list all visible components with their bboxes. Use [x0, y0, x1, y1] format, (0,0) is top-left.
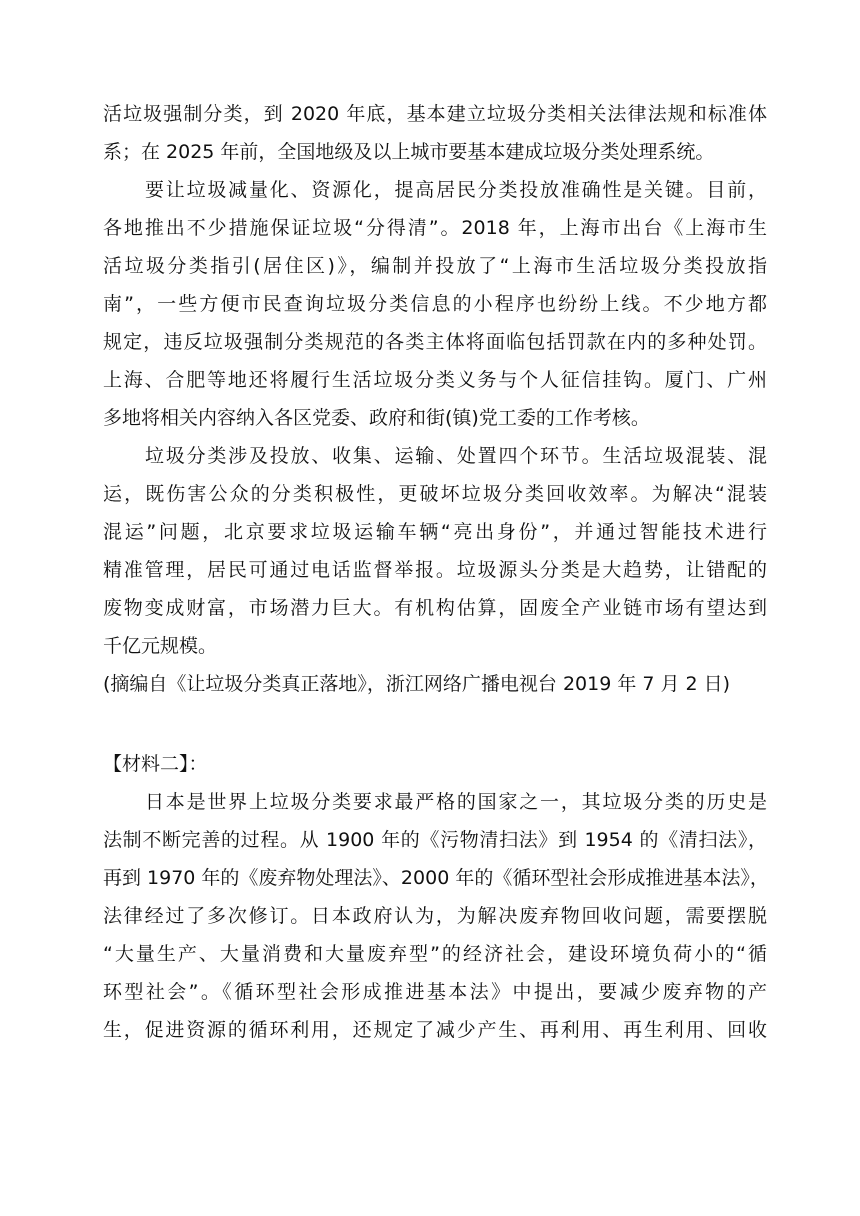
text-line: 多地将相关内容纳入各区党委、政府和街(镇)党工委的工作考核。 [103, 407, 650, 429]
text-line: 南”，一些方便市民查询垃圾分类信息的小程序也纷纷上线。不少地方都 [103, 293, 767, 315]
text-line: 运，既伤害公众的分类积极性，更破坏垃圾分类回收效率。为解决“混装 [103, 483, 767, 505]
text-line: 要让垃圾减量化、资源化，提高居民分类投放准确性是关键。目前， [145, 179, 767, 201]
text-line: 日本是世界上垃圾分类要求最严格的国家之一，其垃圾分类的历史是 [145, 791, 767, 813]
text-line: 废物变成财富，市场潜力巨大。有机构估算，固废全产业链市场有望达到 [103, 597, 767, 619]
text-line: 混运”问题，北京要求垃圾运输车辆“亮出身份”，并通过智能技术进行 [103, 521, 767, 543]
text-line: 生，促进资源的循环利用，还规定了减少产生、再利用、再生利用、回收 [103, 1019, 767, 1041]
text-line: 上海、合肥等地还将履行生活垃圾分类义务与个人征信挂钩。厦门、广州 [103, 369, 767, 391]
section-heading: 【材料二】： [103, 753, 208, 775]
text-line: 环型社会”。《循环型社会形成推进基本法》中提出，要减少废弃物的产 [103, 981, 767, 1003]
text-line: 系；在 2025 年前，全国地级及以上城市要基本建成垃圾分类处理系统。 [103, 141, 715, 163]
text-line: 法律经过了多次修订。日本政府认为，为解决废弃物回收问题，需要摆脱 [103, 905, 767, 927]
text-line: “大量生产、大量消费和大量废弃型”的经济社会，建设环境负荷小的“循 [103, 943, 767, 965]
text-line: 活垃圾强制分类，到 2020 年底，基本建立垃圾分类相关法律法规和标准体 [103, 103, 767, 125]
text-line: 再到 1970 年的《废弃物处理法》、2000 年的《循环型社会形成推进基本法》， [103, 867, 769, 889]
source-citation: (摘编自《让垃圾分类真正落地》，浙江网络广播电视台 2019 年 7 月 2 日) [103, 673, 731, 695]
text-line: 规定，违反垃圾强制分类规范的各类主体将面临包括罚款在内的多种处罚。 [103, 331, 767, 353]
text-line: 各地推出不少措施保证垃圾“分得清”。2018 年，上海市出台《上海市生 [103, 217, 767, 239]
text-line: 千亿元规模。 [103, 635, 218, 657]
text-line: 活垃圾分类指引(居住区)》，编制并投放了“上海市生活垃圾分类投放指 [103, 255, 767, 277]
text-line: 精准管理，居民可通过电话监督举报。垃圾源头分类是大趋势，让错配的 [103, 559, 767, 581]
text-line: 垃圾分类涉及投放、收集、运输、处置四个环节。生活垃圾混装、混 [145, 445, 767, 467]
text-line: 法制不断完善的过程。从 1900 年的《污物清扫法》到 1954 的《清扫法》， [103, 829, 767, 851]
